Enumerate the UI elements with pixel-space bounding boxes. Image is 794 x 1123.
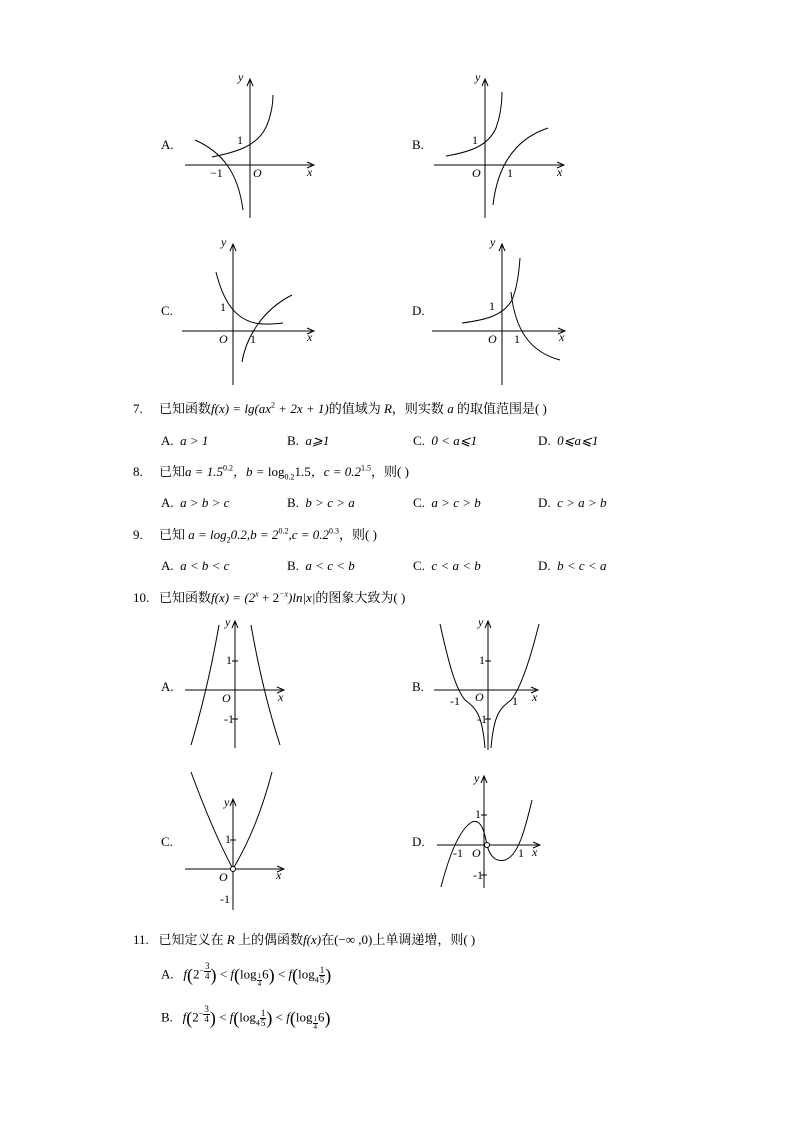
base-2: 2: [193, 966, 200, 982]
option-label: C.: [413, 495, 425, 510]
a-arg-b-definition: 0.2,b = 2: [230, 527, 279, 542]
option-label: B.: [287, 495, 299, 510]
x-label: x: [559, 330, 565, 344]
question-number: 8.: [133, 464, 143, 479]
paren-close: ): [209, 1008, 216, 1029]
stem-tail: 上单调递增，则( ): [372, 932, 476, 947]
log-base: 2: [226, 535, 231, 545]
tick-label-1: 1: [225, 832, 231, 846]
option-text: a < b < c: [180, 558, 230, 573]
paren-close: ): [324, 1008, 331, 1029]
tick-label-neg1-y: -1: [477, 712, 487, 726]
log-arg-6: 6: [262, 966, 269, 982]
x-label: x: [557, 165, 563, 179]
stem-text: 已知函数: [159, 590, 212, 605]
log: log: [239, 1009, 256, 1025]
origin-label: O: [472, 166, 481, 180]
stem-text: 已知: [159, 527, 189, 542]
option-text: c < a < b: [431, 558, 481, 573]
option-text: 0⩽a⩽1: [557, 433, 599, 448]
stem-tail: 的图象大致为( ): [315, 590, 406, 605]
tick-label-1: 1: [237, 133, 243, 147]
b-definition: ，b =: [233, 464, 268, 479]
option-label: C.: [413, 433, 425, 448]
option-label: D.: [538, 495, 551, 510]
option-label: D.: [538, 433, 551, 448]
fraction-denominator: 4: [257, 979, 262, 988]
c-definition: ,c = 0.2: [288, 527, 329, 542]
origin-label: O: [488, 332, 497, 346]
stem-text-3: ，则实数: [391, 401, 448, 416]
option-label: B.: [287, 558, 299, 573]
paren-open: (: [289, 1008, 296, 1029]
option-text: a > 1: [180, 433, 209, 448]
tick-label-neg1-y: -1: [473, 868, 483, 882]
exponent-2: −x: [279, 589, 289, 599]
tick-label-1-y: 1: [475, 807, 481, 821]
y-label: y: [225, 615, 231, 629]
y-label: y: [478, 615, 484, 629]
x-label: x: [307, 165, 313, 179]
f-symbol: f: [229, 1009, 234, 1025]
c-exponent: 1.5: [361, 463, 371, 473]
fraction-denominator: 4: [204, 1014, 209, 1024]
tick-label-1-x: 1: [518, 846, 524, 860]
tick-label-neg1: −1: [210, 166, 223, 180]
f-symbol: f: [286, 1009, 290, 1025]
option-label: B.: [161, 1009, 173, 1025]
y-label: y: [238, 70, 244, 84]
option-text: 0 < a⩽1: [431, 433, 478, 448]
q6-option-d-label: D.: [412, 303, 425, 318]
fraction-numerator: 1: [319, 965, 325, 976]
log-arg: 1.5: [294, 464, 311, 479]
stem-text: 已知定义在: [158, 932, 227, 947]
x-label: x: [278, 690, 284, 704]
tick-label-1-x: 1: [507, 166, 513, 180]
option-text: b > c > a: [305, 495, 355, 510]
paren-close: ): [325, 965, 332, 986]
less-than: <: [272, 1009, 287, 1025]
tick-label-neg1-x: -1: [450, 694, 460, 708]
question-number: 10.: [133, 590, 150, 605]
fraction-numerator: 3: [205, 961, 210, 971]
base-2: 2: [192, 1009, 199, 1025]
q10-option-c-label: C.: [161, 834, 173, 849]
fraction-numerator: 3: [204, 1004, 209, 1014]
question-11-stem: [133, 932, 475, 948]
option-label: B.: [287, 433, 299, 448]
stem-text-4: 的取值范围是( ): [453, 401, 547, 416]
paren-close: ): [268, 965, 275, 986]
formula-plus: + 2: [258, 590, 280, 605]
y-label: y: [224, 795, 230, 809]
paren-close: ): [210, 965, 217, 986]
tick-label-1-x: 1: [250, 332, 256, 346]
stem-text-3: 在: [321, 932, 335, 947]
b-exponent: 0.2: [278, 526, 289, 536]
fraction-denominator: 4: [313, 1022, 317, 1031]
exponent-1: x: [255, 589, 259, 599]
fraction-denominator: 5: [260, 1018, 266, 1029]
log-base: 0.2: [284, 472, 295, 482]
log: log: [295, 1009, 313, 1025]
origin-label: O: [222, 691, 231, 705]
minus-sign: −: [198, 1009, 204, 1019]
y-label: y: [474, 771, 480, 785]
fraction-denominator: 4: [205, 971, 210, 981]
y-label: y: [221, 235, 227, 249]
tick-label-neg1: -1: [224, 712, 234, 726]
option-text: a < c < b: [305, 558, 355, 573]
exponent-neg-frac: [198, 1004, 210, 1024]
log: log: [267, 464, 285, 479]
q10-option-d-label: D.: [412, 834, 425, 849]
less-than: <: [274, 966, 289, 982]
fraction-numerator: 1: [257, 971, 262, 980]
stem-text-2: 的值域为: [328, 401, 384, 416]
function-f: f(x): [303, 932, 322, 947]
q11-option-a[interactable]: [161, 962, 331, 988]
option-label: A.: [161, 558, 174, 573]
question-number: 9.: [133, 527, 143, 542]
origin-label: O: [219, 332, 228, 346]
stem-text: 已知: [159, 464, 186, 479]
stem-text-2: 上的偶函数: [234, 932, 304, 947]
log-base-4: 4: [314, 975, 319, 985]
option-label: A.: [161, 433, 174, 448]
open-point-icon: [485, 843, 490, 848]
x-label: x: [532, 845, 538, 859]
tick-label-1: 1: [226, 653, 232, 667]
option-label: C.: [413, 558, 425, 573]
option-label: A.: [161, 966, 174, 982]
tick-label-neg1: -1: [220, 892, 230, 906]
option-text: c > a > b: [557, 495, 607, 510]
formula-tail: )ln|x|: [288, 590, 316, 605]
tick-label-1-y: 1: [472, 133, 478, 147]
set-r: R: [226, 932, 235, 947]
fraction-numerator: 1: [260, 1008, 266, 1019]
stem-tail: ，则( ): [371, 464, 409, 479]
option-text: b < c < a: [557, 558, 607, 573]
f-symbol: f: [288, 966, 293, 982]
a-definition: a = 1.5: [185, 464, 224, 479]
fraction-denominator: 5: [319, 975, 325, 986]
x-label: x: [532, 690, 538, 704]
origin-label: O: [219, 870, 228, 884]
q6-option-c-label: C.: [161, 303, 173, 318]
paren-open: (: [233, 1008, 240, 1029]
x-label: x: [307, 330, 313, 344]
paren-open: (: [234, 965, 240, 986]
log: log: [298, 966, 315, 982]
log-base-4: 4: [255, 1018, 260, 1028]
tick-label-neg1-x: -1: [453, 846, 463, 860]
option-label: D.: [538, 558, 551, 573]
paren-open: (: [186, 1008, 193, 1029]
set-r: R: [383, 401, 392, 416]
tick-label-1-y: 1: [220, 300, 226, 314]
c-definition: ，c = 0.2: [310, 464, 361, 479]
q6-option-a-label: A.: [161, 137, 174, 152]
exponent-neg-frac: [199, 961, 211, 981]
tick-label-1-x: 1: [514, 332, 520, 346]
exponent: 2: [271, 400, 276, 410]
c-exponent: 0.3: [328, 526, 339, 536]
option-text: a > b > c: [180, 495, 230, 510]
stem-tail: ，则( ): [338, 527, 377, 542]
less-than: <: [215, 1009, 230, 1025]
q10-option-b-label: B.: [412, 679, 424, 694]
tick-label-1-y: 1: [479, 653, 485, 667]
less-than: <: [216, 966, 231, 982]
stem-text: 已知函数: [159, 401, 212, 416]
paren-close: ): [266, 1008, 273, 1029]
origin-label: O: [253, 166, 262, 180]
origin-label: O: [475, 690, 484, 704]
tick-label-1-x: 1: [512, 694, 518, 708]
log: log: [240, 966, 257, 982]
question-number: 11.: [133, 932, 149, 947]
paren-open: (: [187, 965, 194, 986]
q11-option-b[interactable]: [161, 1005, 331, 1031]
y-label: y: [475, 70, 481, 84]
formula-tail: + 2x + 1): [275, 401, 329, 416]
f-symbol: f: [230, 966, 234, 982]
option-label: A.: [161, 495, 174, 510]
curve-right: [487, 800, 532, 860]
q6-option-b-label: B.: [412, 137, 424, 152]
q10-option-a-label: A.: [161, 679, 174, 694]
formula: f(x) = lg(ax: [211, 401, 272, 416]
a-definition: a = log: [188, 527, 227, 542]
a-exponent: 0.2: [223, 463, 234, 473]
interval: (−∞ ,0): [334, 932, 373, 947]
fraction-numerator: 1: [313, 1014, 317, 1023]
paren-open: (: [292, 965, 299, 986]
y-label: y: [490, 235, 496, 249]
tick-label-1-y: 1: [489, 299, 495, 313]
formula: f(x) = (2: [211, 590, 256, 605]
option-text: a > c > b: [431, 495, 481, 510]
x-label: x: [276, 868, 282, 882]
var-a: a: [447, 401, 454, 416]
option-text: a⩾1: [305, 433, 330, 448]
f-symbol: f: [182, 1009, 187, 1025]
origin-label: O: [472, 846, 481, 860]
f-symbol: f: [183, 966, 188, 982]
log-arg-6: 6: [318, 1009, 325, 1025]
minus-sign: −: [199, 966, 205, 976]
question-number: 7.: [133, 401, 143, 416]
